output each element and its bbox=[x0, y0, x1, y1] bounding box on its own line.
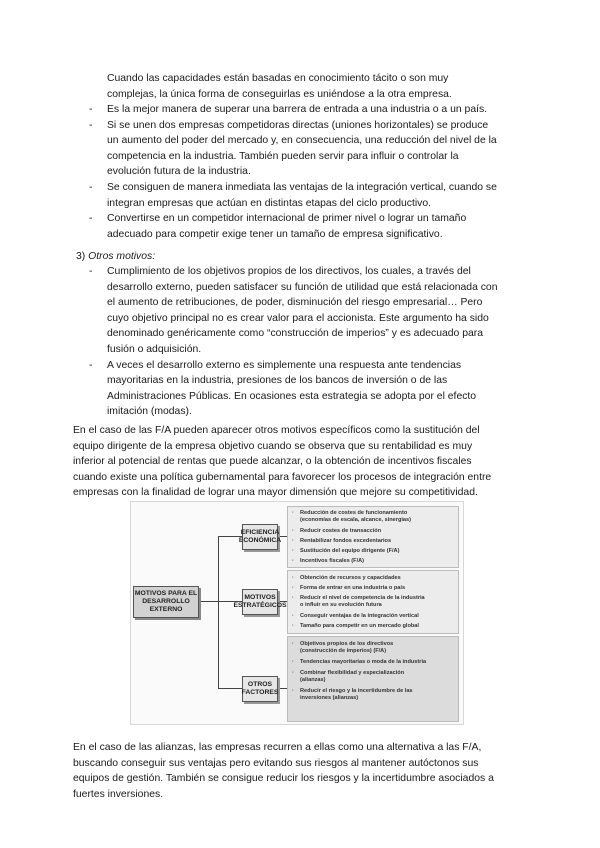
text-line: desarrollo externo, pueden satisfacer su función de utilidad que está relacionada con bbox=[107, 281, 498, 293]
text-line: adecuado para competir exige tener un tamaño de empresa significativo. bbox=[107, 228, 443, 240]
text-line: A veces el desarrollo externo es simplemente una respuesta ante tendencias bbox=[107, 359, 462, 371]
text-line: empresas con la finalidad de lograr una mayor dimensión que mejore su competitividad. bbox=[73, 487, 478, 499]
panel-item: · Forma de entrar en una industria o país bbox=[292, 585, 406, 591]
panel-item-cont: (construcción de imperios) (F/A) bbox=[300, 648, 387, 654]
panel-item: · Objetivos propios de los directivos bbox=[292, 641, 394, 647]
panel-item: · Reducir el nivel de competencia de la industria bbox=[292, 595, 425, 601]
bullet-item bbox=[89, 264, 541, 358]
panel-item: · Reducir el riesgo y la incertidumbre de las bbox=[292, 688, 413, 694]
text-line: Se consiguen de manera inmediata las ventajas de la integración vertical, cuando se bbox=[107, 181, 497, 193]
text-line: equipos de gestión. También se consigue reducir los riesgos y la incertidumbre asociados a bbox=[73, 773, 494, 785]
section-number: 3) bbox=[76, 251, 86, 262]
bullet-item bbox=[89, 118, 541, 180]
panel-efficiency bbox=[287, 506, 459, 568]
panel-item-cont: inversiones (alianzas) bbox=[300, 695, 359, 701]
text-line: En el caso de las alianzas, las empresas recurren a ellas como una alternativa a las F/A, bbox=[73, 742, 482, 753]
text-line: integran empresas que actúan en distintas etapas del ciclo productivo. bbox=[107, 197, 432, 209]
text-line: fusión o adquisición. bbox=[107, 343, 202, 355]
category-box-strategic bbox=[233, 589, 287, 615]
dash-marker: - bbox=[89, 119, 93, 131]
text-line: En el caso de las F/A pueden aparecer otros motivos específicos como la sustitución del bbox=[73, 425, 480, 436]
text-line: evolución futura de la industria. bbox=[107, 166, 251, 178]
box-line: EFICIENCIA bbox=[240, 529, 280, 536]
text-line: buscando conseguir sus ventajas pero evitando sus riesgos al mantener autóctonos sus bbox=[73, 757, 479, 769]
panel-item: · Conseguir ventajas de la integración vertical bbox=[292, 613, 419, 619]
section-title: Otros motivos: bbox=[88, 251, 156, 262]
text-line: un aumento del poder del mercado y, en consecuencia, una reducción del nivel de la bbox=[107, 135, 497, 147]
box-line: MOTIVOS PARA EL bbox=[134, 590, 198, 597]
text-line: competencia en la industria. También pueden servir para influir o controlar la bbox=[107, 150, 459, 162]
panel-item: · Tamaño para competir en un mercado global bbox=[292, 623, 419, 629]
category-box-other bbox=[242, 676, 278, 702]
panel-item: · Tendencias mayoritarias o moda de la industria bbox=[292, 659, 427, 665]
dash-marker: - bbox=[89, 213, 93, 225]
connector-line bbox=[277, 688, 287, 689]
text-line: denominado genéricamente como “construcción de imperios” y es adecuado para bbox=[107, 328, 484, 340]
text-line: inferior al potencial de rentas que puede alcanzar, o la obtención de incentivos fiscales bbox=[73, 456, 472, 468]
connector-line bbox=[218, 536, 219, 688]
text-line: cuando existe una política gubernamental para favorecer los procesos de integración entre bbox=[73, 471, 492, 483]
box-line: ECONÓMICA bbox=[238, 537, 282, 544]
panel-item: · Combinar flexibilidad y especialización bbox=[292, 670, 405, 676]
text-line: imitación (modas). bbox=[107, 406, 192, 418]
text-line: fuertes inversiones. bbox=[73, 788, 164, 800]
bullet-item bbox=[89, 211, 541, 242]
bullet-item bbox=[89, 180, 541, 211]
text-line: Convertirse en un competidor internacional de primer nivel o lograr un tamaño bbox=[107, 213, 467, 225]
panel-item: · Reducir costes de transacción bbox=[292, 528, 382, 534]
category-box-efficiency bbox=[238, 524, 282, 550]
paragraph-alianzas bbox=[73, 740, 539, 802]
connector-line bbox=[198, 601, 218, 602]
paragraph-fa bbox=[73, 423, 539, 501]
box-line: EXTERNO bbox=[149, 606, 183, 613]
text-line: el aumento de retribuciones, de poder, disminución del riesgo empresarial… Pero bbox=[107, 297, 483, 309]
panel-item: · Obtención de recursos y capacidades bbox=[292, 575, 401, 581]
bullet-list-barriers bbox=[89, 102, 541, 242]
panel-item-cont: o influir en su evolución futura bbox=[300, 602, 382, 608]
text-line: equipo dirigente de la empresa objetivo cuando se observa que su rentabilidad es muy bbox=[73, 440, 473, 452]
motives-diagram bbox=[130, 501, 464, 725]
text-line: Es la mejor manera de superar una barrera de entrada a una industria o a un país. bbox=[107, 104, 488, 115]
bullet-item bbox=[89, 102, 541, 118]
text-line: Si se unen dos empresas competidoras directas (uniones horizontales) se produce bbox=[107, 119, 489, 131]
text-line: cuyo objetivo principal no es crear valor para el accionista. Este argumento ha sido bbox=[107, 312, 489, 324]
box-line: DESARROLLO bbox=[142, 598, 190, 605]
panel-item: · Incentivos fiscales (F/A) bbox=[292, 558, 365, 564]
panel-item-cont: (alianzas) bbox=[300, 677, 326, 683]
panel-item: · Reducción de costes de funcionamiento bbox=[292, 510, 408, 516]
panel-strategic bbox=[287, 570, 459, 634]
bullet-list-other-motives bbox=[89, 264, 541, 420]
text-line: mayoritarias en la industria, presiones de los bancos de inversión o de las bbox=[107, 375, 448, 387]
text-line: Cumplimiento de los objetivos propios de los directivos, los cuales, a través del bbox=[107, 266, 471, 277]
dash-marker: - bbox=[89, 104, 93, 115]
connector-line bbox=[218, 688, 242, 689]
dash-marker: - bbox=[89, 181, 93, 193]
section-heading bbox=[76, 249, 155, 265]
dash-marker: - bbox=[89, 266, 93, 277]
continuation-text bbox=[107, 71, 537, 102]
panel-item: · Sustitución del equipo dirigente (F/A) bbox=[292, 548, 400, 554]
panel-item: · Rentabilizar fondos excedentarios bbox=[292, 538, 392, 544]
panel-other bbox=[287, 636, 459, 722]
text-line: Cuando las capacidades están basadas en conocimiento tácito o son muy bbox=[107, 73, 449, 84]
main-box bbox=[133, 586, 199, 618]
text-line: complejas, la única forma de conseguirlas es uniéndose a la otra empresa. bbox=[107, 88, 452, 100]
panel-item-cont: (economías de escala, alcance, sinergias) bbox=[300, 517, 411, 523]
box-line: FACTORES bbox=[241, 689, 279, 696]
box-line: OTROS bbox=[247, 681, 273, 688]
text-line: Administraciones Públicas. En ocasiones esta estrategia se adopta por el efecto bbox=[107, 390, 477, 402]
box-line: MOTIVOS bbox=[244, 594, 276, 601]
bullet-item bbox=[89, 358, 541, 420]
box-line: ESTRATÉGICOS bbox=[233, 602, 287, 609]
dash-marker: - bbox=[89, 359, 93, 371]
